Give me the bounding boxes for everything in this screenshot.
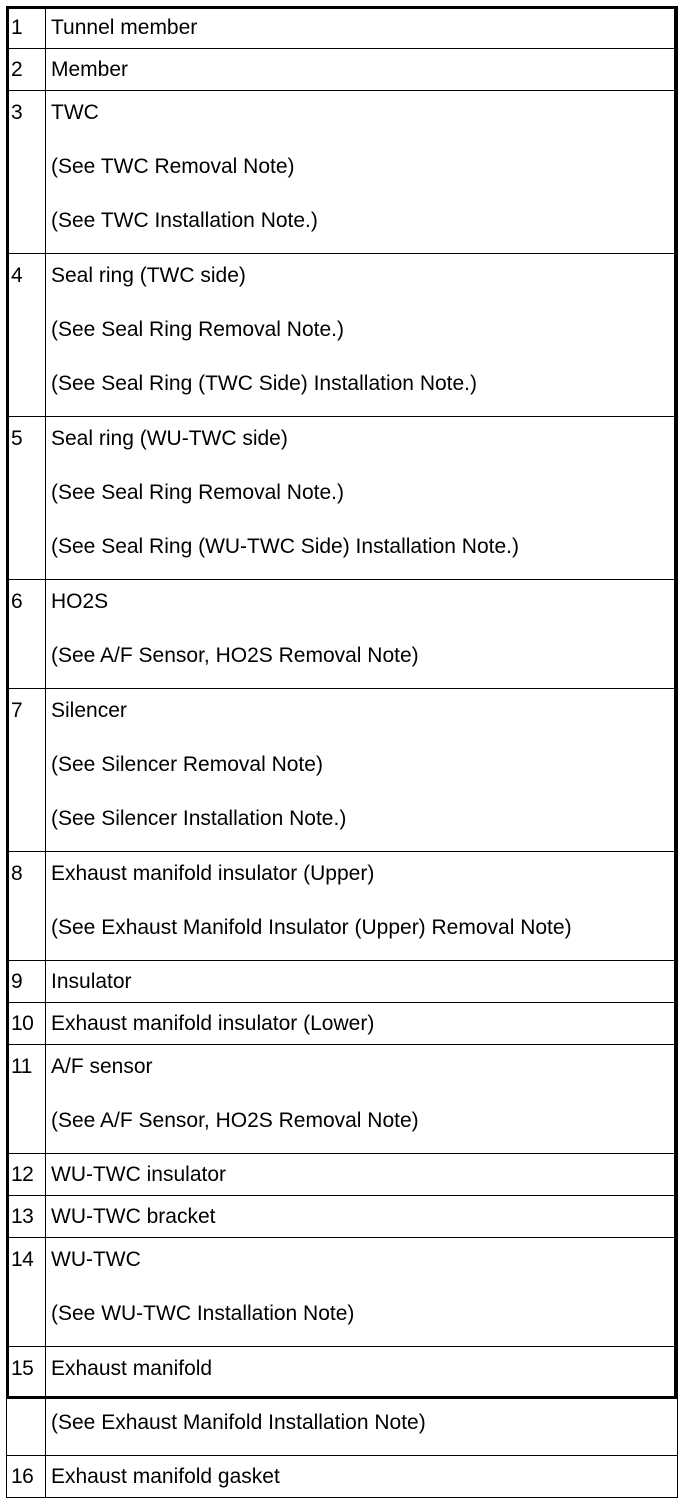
part-name: TWC — [51, 101, 99, 124]
item-number-text: 4 — [11, 264, 23, 287]
reference-note: (See Silencer Removal Note) — [51, 753, 323, 776]
reference-note: (See Exhaust Manifold Installation Note) — [51, 1411, 426, 1434]
part-name: Exhaust manifold insulator (Lower) — [51, 1012, 375, 1035]
reference-note: (See Seal Ring (TWC Side) Installation Note.) — [51, 372, 477, 395]
table-row — [7, 1456, 678, 1498]
item-number-text: 13 — [11, 1205, 34, 1228]
reference-note: (See TWC Removal Note) — [51, 155, 295, 178]
item-number-text: 14 — [11, 1248, 34, 1271]
part-name: Exhaust manifold insulator (Upper) — [51, 862, 375, 885]
item-number-text: 11 — [11, 1055, 32, 1078]
item-number — [7, 1456, 46, 1498]
part-name: WU-TWC — [51, 1248, 141, 1271]
item-number-text: 12 — [11, 1163, 34, 1186]
item-number-text: 2 — [11, 58, 23, 81]
part-name: Exhaust manifold — [51, 1357, 213, 1380]
reference-note: (See Seal Ring Removal Note.) — [51, 318, 344, 341]
reference-note: (See Seal Ring Removal Note.) — [51, 481, 344, 504]
reference-note: (See A/F Sensor, HO2S Removal Note) — [51, 1109, 419, 1132]
item-number-text: 8 — [11, 862, 23, 885]
item-number-text: 9 — [11, 970, 23, 993]
table-outer-border — [6, 6, 677, 1399]
part-name: HO2S — [51, 590, 109, 613]
reference-note: (See TWC Installation Note.) — [51, 209, 318, 232]
reference-note: (See Seal Ring (WU-TWC Side) Installation Note.) — [51, 535, 519, 558]
item-number-text: 16 — [11, 1465, 34, 1488]
part-name: Exhaust manifold gasket — [51, 1465, 280, 1488]
part-name: WU-TWC insulator — [51, 1163, 227, 1186]
part-name: Insulator — [51, 970, 132, 993]
item-number-text: 3 — [11, 101, 23, 124]
item-number-text: 15 — [11, 1357, 34, 1380]
reference-note: (See Silencer Installation Note.) — [51, 807, 347, 830]
item-description — [46, 1456, 678, 1498]
item-number-text: 1 — [11, 16, 23, 39]
reference-note: (See Exhaust Manifold Insulator (Upper) Removal Note) — [51, 916, 572, 939]
part-name: Tunnel member — [51, 16, 198, 39]
part-name: WU-TWC bracket — [51, 1205, 216, 1228]
part-name: Seal ring (TWC side) — [51, 264, 246, 287]
reference-note: (See A/F Sensor, HO2S Removal Note) — [51, 644, 419, 667]
reference-note: (See WU-TWC Installation Note) — [51, 1302, 355, 1325]
part-name: Member — [51, 58, 129, 81]
item-number-text: 5 — [11, 427, 23, 450]
item-number-text: 10 — [11, 1012, 34, 1035]
part-name: Silencer — [51, 699, 127, 722]
part-name: Seal ring (WU-TWC side) — [51, 427, 288, 450]
item-number-text: 6 — [11, 590, 23, 613]
item-number-text: 7 — [11, 699, 23, 722]
part-name: A/F sensor — [51, 1055, 153, 1078]
